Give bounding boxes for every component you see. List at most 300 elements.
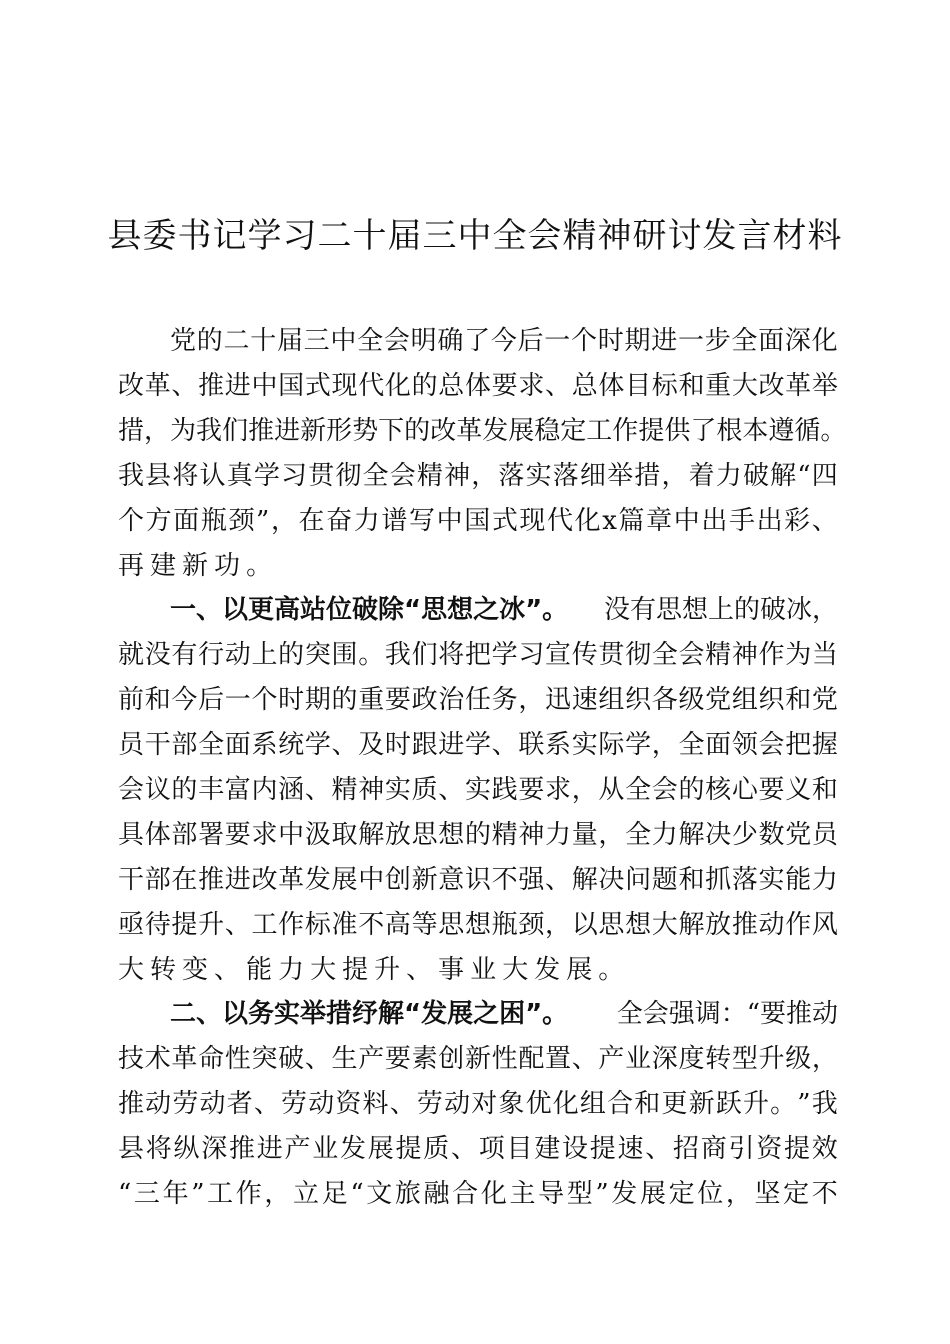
text-char: 为 [170,416,197,446]
text-char: 展 [639,1179,666,1209]
text-char: 不 [491,865,518,895]
text-char: 提 [342,955,375,985]
text-char: 瓶 [491,910,518,940]
text-char: ， [518,685,545,715]
text-char: 想 [438,820,465,850]
text-char: 我 [811,1089,838,1119]
text-char: 稳 [534,416,561,446]
text-char: 问 [625,865,652,895]
text-char: 标 [304,910,331,940]
text-char: 对 [471,1089,498,1119]
text-char: 破 [742,461,769,491]
text-char: 放 [384,820,411,850]
text-char: 实 [525,461,552,491]
text-char: 推 [229,1134,256,1164]
text-char: 组 [598,685,625,715]
text-char: 革 [171,1044,198,1074]
text-char: 配 [518,1044,545,1074]
text-char: 国 [278,371,305,401]
text-char: 创 [384,865,411,895]
text-char: 力 [353,506,380,536]
text-char: 县 [118,1134,145,1164]
text-char: 想 [625,910,652,940]
text-char: 。 [820,416,847,446]
text-char: 速 [571,685,598,715]
text-char: 业 [470,955,503,985]
text-char: 行 [198,640,225,670]
text-char: ， [270,506,297,536]
paragraph-line [118,948,838,992]
text-char: 神 [731,640,758,670]
text-char: 势 [352,416,379,446]
text-char: 面 [173,506,200,536]
text-char: 精 [705,640,732,670]
text-char: 改 [251,865,278,895]
text-char: 力 [278,955,311,985]
text-char: 思 [598,910,625,940]
text-char: 将 [145,1134,172,1164]
text-char: 方 [145,506,172,536]
section-one-lead-text: 没有思想上的破冰， [603,595,838,625]
text-char: 围 [331,640,358,670]
text-char: 要 [491,371,518,401]
text-char: 提 [784,1134,811,1164]
text-char: 、 [438,775,465,805]
text-char: 涵 [278,775,305,805]
text-char: 足 [321,1179,348,1209]
text-char: 作 [758,640,785,670]
text-char: 全 [357,326,384,356]
text-char: 重 [705,371,732,401]
text-char: 突 [304,640,331,670]
text-char: 生 [331,1044,358,1074]
text-char: 细 [579,461,606,491]
text-char: 放 [705,910,732,940]
text-char: 旅 [394,1179,421,1209]
text-char: 导 [538,1179,565,1209]
text-char: 握 [811,730,838,760]
text-char: 、 [811,506,838,536]
text-char: 迅 [545,685,572,715]
text-char: 进 [256,1134,283,1164]
text-char: 、 [571,1044,598,1074]
text-char: 效 [811,1134,838,1164]
text-char: 产 [358,1044,385,1074]
text-char: 统 [278,730,305,760]
text-char: 数 [758,820,785,850]
text-char: 要 [384,1044,411,1074]
text-char: 展 [508,416,535,446]
text-char: 中 [251,371,278,401]
text-char: 发 [304,865,331,895]
text-char: 能 [785,865,812,895]
text-char: 国 [464,506,491,536]
text-char: 从 [598,775,625,805]
text-char: 全 [198,730,225,760]
text-char: 个 [571,326,598,356]
text-char: 会 [678,640,705,670]
paragraph-line [118,409,847,453]
text-char: 劳 [416,1089,443,1119]
text-char: 下 [378,416,405,446]
text-char: 资 [335,1089,362,1119]
text-char: 、 [406,955,439,985]
text-char: 型 [566,1179,593,1209]
text-char: 中 [278,820,305,850]
text-char: 一 [677,326,704,356]
text-char: 形 [326,416,353,446]
text-char: 了 [690,416,717,446]
text-char: ， [264,1179,291,1209]
text-char: 现 [519,506,546,536]
text-char: 进 [438,730,465,760]
text-char: 的 [278,640,305,670]
text-char: 措 [118,416,145,446]
text-char: 新 [464,1044,491,1074]
text-char: 、 [253,1089,280,1119]
text-char: 式 [304,371,331,401]
text-char: 的 [464,820,491,850]
text-char: 更 [661,1089,688,1119]
text-char: 、 [451,1134,478,1164]
text-char: 时 [278,685,305,715]
text-char: 进 [224,865,251,895]
text-char: 奋 [326,506,353,536]
text-char: 的 [171,775,198,805]
text-char: 力 [811,865,838,895]
text-char: 传 [571,640,598,670]
text-char: 时 [597,326,624,356]
text-char: 干 [118,865,145,895]
text-char: 展 [331,865,358,895]
text-char: 、 [545,865,572,895]
text-char: 展 [566,955,599,985]
text-char: 没 [144,640,171,670]
text-char: 准 [331,910,358,940]
text-char: 学 [464,730,491,760]
text-char: 、 [491,730,518,760]
text-char: 的 [331,685,358,715]
text-char: 会 [389,461,416,491]
text-char: 招 [673,1134,700,1164]
text-char: 举 [811,371,838,401]
text-char: 命 [198,1044,225,1074]
text-char: 实 [571,730,598,760]
text-char: 料 [362,1089,389,1119]
text-char: 量 [571,820,598,850]
text-char: 项 [478,1134,505,1164]
text-char: ， [471,461,498,491]
text-char: 中 [673,506,700,536]
text-char: 我 [196,416,223,446]
text-char: 引 [728,1134,755,1164]
text-char: 改 [430,416,457,446]
section-two-heading: 二、以务实举措纾解“发展之困”。 [170,999,569,1029]
text-char: ” [191,1179,205,1209]
text-char: 重 [358,685,385,715]
text-char: ” [595,1179,609,1209]
text-char: 转 [705,1044,732,1074]
text-char: 一 [544,326,571,356]
text-char: 提 [395,1134,422,1164]
text-char: 深 [651,1044,678,1074]
document-title: 县委书记学习二十届三中全会精神研讨发言材料 [107,216,843,256]
text-char: 识 [464,865,491,895]
text-char: 二 [223,326,250,356]
text-char: 会 [383,326,410,356]
text-char: 组 [579,1089,606,1119]
section-two-first-line [170,992,838,1036]
text-char: 供 [664,416,691,446]
text-char: 践 [491,775,518,805]
text-char: 三 [133,1179,160,1209]
text-char: 。 [770,1089,797,1119]
text-char: 深 [201,1134,228,1164]
text-char: 新 [411,865,438,895]
text-char: 年 [162,1179,189,1209]
text-char: 中 [330,326,357,356]
text-char: 和 [811,775,838,805]
section-one-first-line [170,588,838,632]
text-char: 写 [408,506,435,536]
text-char: 和 [144,685,171,715]
text-char: 突 [251,1044,278,1074]
text-char: 届 [276,326,303,356]
text-char: 步 [704,326,731,356]
text-char: 不 [358,910,385,940]
text-char: 解 [678,820,705,850]
text-char: 落 [552,461,579,491]
text-char: 实 [384,775,411,805]
text-char: 了 [464,326,491,356]
text-char: 举 [607,461,634,491]
text-char: 展 [367,1134,394,1164]
text-char: 解 [571,865,598,895]
text-char: 变 [182,955,215,985]
text-char: 合 [607,1089,634,1119]
text-char: 全 [625,820,652,850]
text-char: 体 [144,820,171,850]
text-char: 大 [118,955,151,985]
text-char: 工 [207,1179,234,1209]
text-char: 将 [438,640,465,670]
text-char: 、 [331,730,358,760]
text-char: 、 [645,1134,672,1164]
text-char: 贯 [598,640,625,670]
text-char: 我 [384,640,411,670]
text-char: 大 [502,955,535,985]
text-char: 大 [731,371,758,401]
text-char: 合 [452,1179,479,1209]
text-char: 升 [758,1044,785,1074]
text-char: 谱 [381,506,408,536]
text-char: 组 [731,685,758,715]
text-char: 神 [358,775,385,805]
text-char: 章 [646,506,673,536]
text-char: 融 [423,1179,450,1209]
text-char: 式 [491,506,518,536]
text-char: 思 [438,910,465,940]
text-char: 将 [172,461,199,491]
text-char: ， [144,416,171,446]
text-char: 十 [250,326,277,356]
text-char: 面 [705,730,732,760]
text-char: 、 [171,371,198,401]
text-char: 干 [144,730,171,760]
text-char: 资 [756,1134,783,1164]
text-char: 核 [705,775,732,805]
text-char: 学 [491,640,518,670]
text-char: 工 [251,910,278,940]
text-char: 升 [742,1089,769,1119]
text-char: 要 [224,820,251,850]
text-char: 提 [589,1134,616,1164]
text-char: 、 [224,910,251,940]
text-char: 定 [783,1179,810,1209]
text-char: 汲 [304,820,331,850]
text-char: 坚 [754,1179,781,1209]
text-char: 会 [758,730,785,760]
text-char: 质 [411,775,438,805]
text-char: 跃 [715,1089,742,1119]
text-char: 党 [705,685,732,715]
text-char: 级 [678,685,705,715]
text-char: 为 [785,640,812,670]
text-char: 确 [437,326,464,356]
text-char: 题 [651,865,678,895]
text-char: 内 [251,775,278,805]
text-char: 的 [678,775,705,805]
text-char: 实 [464,775,491,805]
text-char: 和 [785,685,812,715]
text-char: 发 [611,1179,638,1209]
text-char: 商 [700,1134,727,1164]
text-char: 三 [303,326,330,356]
text-char: 动 [308,1089,335,1119]
text-char: 总 [571,371,598,401]
text-char: 取 [331,820,358,850]
text-char: 在 [171,865,198,895]
text-char: 富 [224,775,251,805]
text-char: 全 [362,461,389,491]
text-char: 员 [118,730,145,760]
text-char: 现 [331,371,358,401]
text-char: 会 [651,775,678,805]
paragraph-line [118,903,838,947]
paragraph-line [118,364,838,408]
text-char: 位 [697,1179,724,1209]
text-char: 以 [571,910,598,940]
text-char: 及 [358,730,385,760]
text-char: 推 [118,1089,145,1119]
text-char: 提 [171,910,198,940]
text-char: 心 [731,775,758,805]
text-char: 的 [411,371,438,401]
text-char: 、 [304,1044,331,1074]
text-char: 想 [464,910,491,940]
text-char: 本 [742,416,769,446]
text-char: 议 [144,775,171,805]
text-char: 革 [456,416,483,446]
text-char: 决 [705,820,732,850]
text-char: 动 [758,910,785,940]
paragraph-line [118,1127,838,1171]
paragraph-line [118,768,838,812]
text-char: 部 [171,730,198,760]
text-char: 产 [284,1134,311,1164]
text-char: 学 [304,730,331,760]
text-char: 、 [389,1089,416,1119]
text-char: 力 [651,820,678,850]
text-char: 学 [253,461,280,491]
text-char: 推 [248,416,275,446]
text-char: 党 [785,820,812,850]
text-char: 全 [651,640,678,670]
text-char: 县 [145,461,172,491]
text-char: 高 [384,910,411,940]
text-char: 。 [246,551,279,581]
text-char: 织 [625,685,652,715]
text-char: 风 [811,910,838,940]
text-char: 化 [574,506,601,536]
text-char: 瓶 [200,506,227,536]
text-char: 领 [731,730,758,760]
text-char: 个 [251,685,278,715]
text-char: 革 [278,865,305,895]
text-char: 贯 [308,461,335,491]
text-char: “ [797,461,811,491]
text-char: 劳 [281,1089,308,1119]
text-char: 创 [438,1044,465,1074]
text-char: 中 [358,865,385,895]
text-char: 全 [731,326,758,356]
text-char: 解 [770,461,797,491]
text-char: 速 [617,1134,644,1164]
text-char: 各 [651,685,678,715]
text-char: 的 [404,416,431,446]
text-char: 定 [668,1179,695,1209]
text-char: 动 [444,1089,471,1119]
text-char: 定 [560,416,587,446]
text-char: 们 [411,640,438,670]
text-char: 织 [758,685,785,715]
text-char: 期 [624,326,651,356]
paragraph-line [118,1037,838,1081]
text-char: 解 [358,820,385,850]
text-char: 跟 [411,730,438,760]
text-char: 作 [278,910,305,940]
text-char: 上 [251,640,278,670]
text-char: 立 [293,1179,320,1209]
text-char: 、 [214,955,247,985]
text-char: 篇 [618,506,645,536]
text-char: 升 [198,910,225,940]
text-char: 性 [224,1044,251,1074]
text-char: 升 [374,955,407,985]
text-char: 抓 [705,865,732,895]
text-char: “ [350,1179,364,1209]
text-char: 就 [118,640,145,670]
text-char: 面 [758,326,785,356]
text-char: 在 [298,506,325,536]
text-char: 推 [731,910,758,940]
text-char: 化 [384,371,411,401]
text-char: 质 [423,1134,450,1164]
text-char: 务 [491,685,518,715]
text-char: ， [661,461,688,491]
text-char: 员 [811,820,838,850]
text-char: 措 [634,461,661,491]
